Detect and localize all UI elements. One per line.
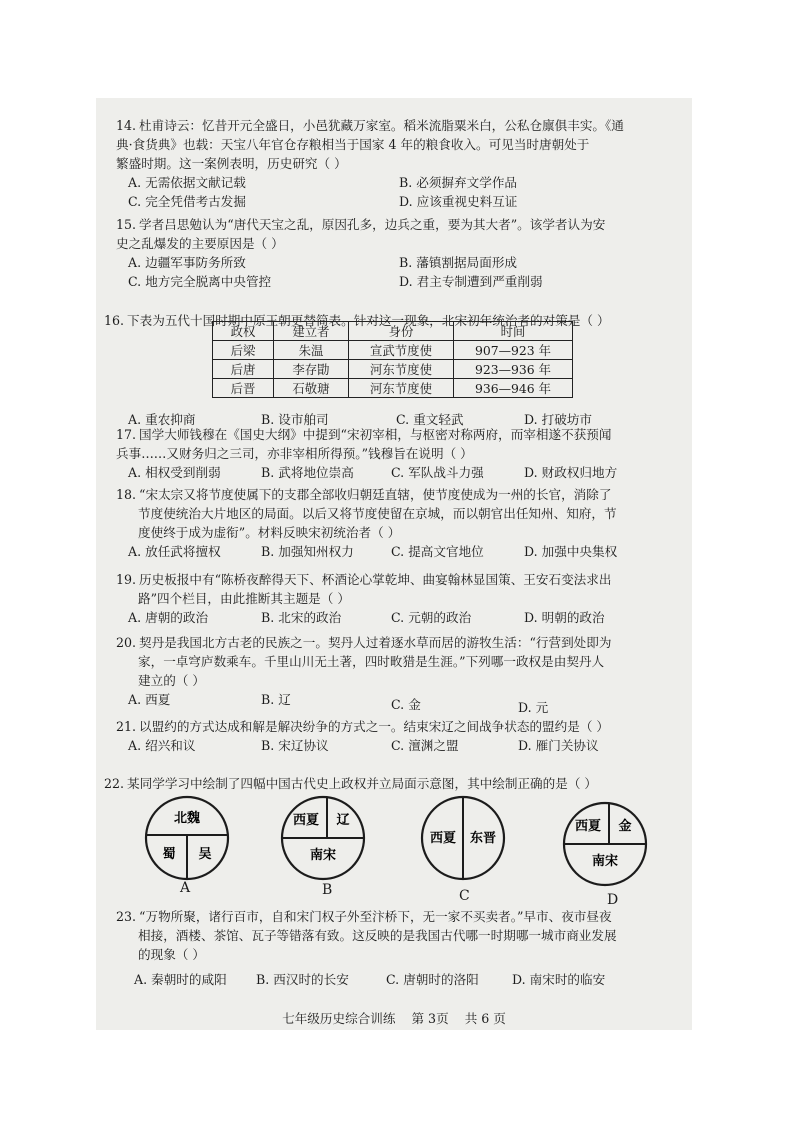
option-b[interactable]: B. 武将地位崇高 <box>261 465 354 480</box>
region-label: 西夏 <box>429 831 457 846</box>
diagram-c[interactable] <box>420 795 506 881</box>
option-a[interactable]: A. 秦朝时的咸阳 <box>134 972 227 987</box>
option-b[interactable]: B. 西汉时的长安 <box>256 972 349 987</box>
question-text: 建立的（ ） <box>138 673 205 688</box>
table-cell: 石敬瑭 <box>274 379 349 398</box>
footer-page-number: 第 3页 <box>411 1011 449 1026</box>
option-b[interactable]: B. 藩镇割据局面形成 <box>399 255 518 270</box>
question-number: 23. <box>116 909 137 924</box>
diagram-letter: B <box>322 882 333 898</box>
option-a[interactable]: A. 西夏 <box>128 692 171 707</box>
option-d[interactable]: D. 雁门关协议 <box>518 738 599 753</box>
question-text: 的现象（ ） <box>138 947 205 962</box>
region-label: 南宋 <box>309 848 337 863</box>
option-d[interactable]: D. 加强中央集权 <box>524 544 618 559</box>
table-cell: 朱温 <box>274 341 349 360</box>
question-text: 典·食货典》也载：天宝八年官仓存粮相当于国家 4 年的粮食收入。可见当时唐朝处于 <box>116 137 590 152</box>
options-row <box>116 192 676 211</box>
region-label: 吴 <box>198 847 212 862</box>
question-number: 15. <box>116 217 137 232</box>
option-a[interactable]: A. 相权受到削弱 <box>128 465 221 480</box>
option-c[interactable]: C. 元朝的政治 <box>391 610 472 625</box>
option-a[interactable]: A. 无需依据文献记载 <box>128 175 246 190</box>
region-label: 辽 <box>336 813 350 828</box>
question-number: 16. <box>104 313 125 328</box>
question-number: 14. <box>116 118 137 133</box>
diagram-a[interactable] <box>144 795 230 881</box>
option-c[interactable]: C. 完全凭借考古发掘 <box>128 194 246 209</box>
option-b[interactable]: B. 设市舶司 <box>261 412 329 427</box>
diagram-d[interactable] <box>562 801 648 887</box>
question-text: 杜甫诗云：忆昔开元全盛日，小邑犹藏万家室。稻米流脂粟米白，公私仓廪俱丰实。《通 <box>139 118 624 133</box>
options-row <box>116 463 676 482</box>
question-23 <box>116 907 676 989</box>
region-label: 东晋 <box>469 831 497 846</box>
option-b[interactable]: B. 加强知州权力 <box>261 544 354 559</box>
footer-total-pages: 共 6 页 <box>464 1011 506 1026</box>
options-row <box>116 608 676 627</box>
option-a[interactable]: A. 边疆军事防务所致 <box>128 255 246 270</box>
options-row <box>116 253 676 272</box>
question-17 <box>116 425 676 482</box>
option-d[interactable]: D. 应该重视史料互证 <box>399 194 518 209</box>
question-text: 度使终于成为虚衔”。材料反映宋初统治者（ ） <box>138 525 401 540</box>
options-row <box>116 173 676 192</box>
option-c[interactable]: C. 澶渊之盟 <box>391 738 459 753</box>
table-row <box>213 360 573 379</box>
table-row <box>213 379 573 398</box>
question-21 <box>116 717 676 755</box>
option-b[interactable]: B. 必须摒弃文学作品 <box>399 175 518 190</box>
table-header: 政权 <box>213 322 274 341</box>
option-c[interactable]: C. 唐朝时的洛阳 <box>386 972 479 987</box>
region-label: 西夏 <box>292 813 320 828</box>
footer-title: 七年级历史综合训练 <box>282 1011 396 1026</box>
question-number: 17. <box>116 427 137 442</box>
question-number: 20. <box>116 635 137 650</box>
question-text: 国学大师钱穆在《国史大纲》中提到“宋初宰相，与枢密对称两府，而宰相遂不获预闻 <box>139 427 612 442</box>
table-header: 身份 <box>349 322 454 341</box>
question-text: 节度使统治大片地区的局面。以后又将节度使留在京城，而以朝官出任知州、知府，节 <box>138 506 617 521</box>
question-text: 某同学学习中绘制了四幅中国古代史上政权并立局面示意图，其中绘制正确的是（ ） <box>127 776 598 791</box>
option-b[interactable]: B. 宋辽协议 <box>261 738 329 753</box>
dynasty-table <box>212 321 573 398</box>
region-label: 北魏 <box>173 811 201 826</box>
table-header: 时间 <box>454 322 573 341</box>
table-header-row <box>213 322 573 341</box>
question-text: 相接，酒楼、茶馆、瓦子等错落有致。这反映的是我国古代哪一时期哪一城市商业发展 <box>138 928 617 943</box>
question-text: 家，一卓穹庐数乘车。千里山川无土著，四时畋猎是生涯。”下列哪一政权是由契丹人 <box>138 654 605 669</box>
diagram-letter: A <box>180 880 191 896</box>
question-22 <box>104 774 664 793</box>
diagram-letter: C <box>459 888 470 904</box>
question-text: 学者吕思勉认为“唐代天宝之乱，原因孔多，边兵之重，要为其大者”。该学者认为安 <box>139 217 606 232</box>
question-text: 史之乱爆发的主要原因是（ ） <box>116 236 284 251</box>
question-text: 下表为五代十国时期中原王朝更替简表。针对这一现象，北宋初年统治者的对策是（ ） <box>127 313 610 328</box>
options-row <box>116 690 676 715</box>
question-number: 19. <box>116 572 137 587</box>
table-header: 建立者 <box>274 322 349 341</box>
option-b[interactable]: B. 北宋的政治 <box>261 610 342 625</box>
options-row <box>116 736 676 755</box>
options-row <box>116 542 676 561</box>
table-cell: 后梁 <box>213 341 274 360</box>
option-c[interactable]: C. 地方完全脱离中央管控 <box>128 274 272 289</box>
table-cell: 河东节度使 <box>349 379 454 398</box>
option-d[interactable]: D. 打破坊市 <box>524 412 593 427</box>
option-d[interactable]: D. 君主专制遭到严重削弱 <box>399 274 543 289</box>
option-c[interactable]: C. 金 <box>391 697 421 712</box>
options-row <box>116 272 676 291</box>
option-a[interactable]: A. 放任武将擅权 <box>128 544 221 559</box>
option-d[interactable]: D. 元 <box>518 700 549 715</box>
diagram-b[interactable] <box>280 795 366 881</box>
diagram-letter: D <box>607 892 619 908</box>
question-text: 以盟约的方式达成和解是解决纷争的方式之一。结束宋辽之间战争状态的盟约是（ ） <box>139 719 610 734</box>
option-d[interactable]: D. 明朝的政治 <box>524 610 605 625</box>
table-cell: 936—946 年 <box>454 379 573 398</box>
table-cell: 923—936 年 <box>454 360 573 379</box>
option-b[interactable]: B. 辽 <box>261 692 291 707</box>
region-label: 南宋 <box>591 854 619 869</box>
question-text: 历史板报中有“陈桥夜醉得天下、杯酒论心掌乾坤、曲宴翰林显国策、王安石变法求出 <box>139 572 612 587</box>
option-d[interactable]: D. 南宋时的临安 <box>512 972 606 987</box>
question-14 <box>116 116 676 211</box>
option-c[interactable]: C. 重文轻武 <box>396 412 464 427</box>
option-a[interactable]: A. 重农抑商 <box>128 412 196 427</box>
table-cell: 907—923 年 <box>454 341 573 360</box>
table-cell: 后唐 <box>213 360 274 379</box>
question-number: 18. <box>116 487 137 502</box>
question-20 <box>116 633 676 715</box>
question-number: 21. <box>116 719 137 734</box>
table-cell: 后晋 <box>213 379 274 398</box>
option-d[interactable]: D. 财政权归地方 <box>524 465 618 480</box>
option-a[interactable]: A. 绍兴和议 <box>128 738 196 753</box>
table-row <box>213 341 573 360</box>
option-c[interactable]: C. 军队战斗力强 <box>391 465 484 480</box>
question-text: 路”四个栏目，由此推断其主题是（ ） <box>138 591 350 606</box>
question-18 <box>116 485 676 561</box>
page-footer <box>96 1008 692 1027</box>
question-19 <box>116 570 676 627</box>
region-label: 蜀 <box>162 847 176 862</box>
question-text: “宋太宗又将节度使属下的支郡全部收归朝廷直辖，使节度使成为一州的长官，消除了 <box>139 487 612 502</box>
question-number: 22. <box>104 776 125 791</box>
options-row <box>116 970 676 989</box>
question-text: 契丹是我国北方古老的民族之一。契丹人过着逐水草而居的游牧生活：“行营到处即为 <box>139 635 612 650</box>
region-label: 金 <box>618 819 632 834</box>
question-text: 繁盛时期。这一案例表明，历史研究（ ） <box>116 156 347 171</box>
question-15 <box>116 215 676 291</box>
exam-page <box>96 98 692 1030</box>
question-text: “万物所聚，诸行百市，自和宋门权子外至汴桥下，无一家不买卖者。”早市、夜市昼夜 <box>139 909 612 924</box>
region-label: 西夏 <box>574 819 602 834</box>
option-c[interactable]: C. 提高文官地位 <box>391 544 484 559</box>
table-cell: 李存勖 <box>274 360 349 379</box>
table-cell: 宣武节度使 <box>349 341 454 360</box>
table-cell: 河东节度使 <box>349 360 454 379</box>
option-a[interactable]: A. 唐朝的政治 <box>128 610 209 625</box>
question-text: 兵事……又财务归之三司，亦非宰相所得预。”钱穆旨在说明（ ） <box>116 446 473 461</box>
